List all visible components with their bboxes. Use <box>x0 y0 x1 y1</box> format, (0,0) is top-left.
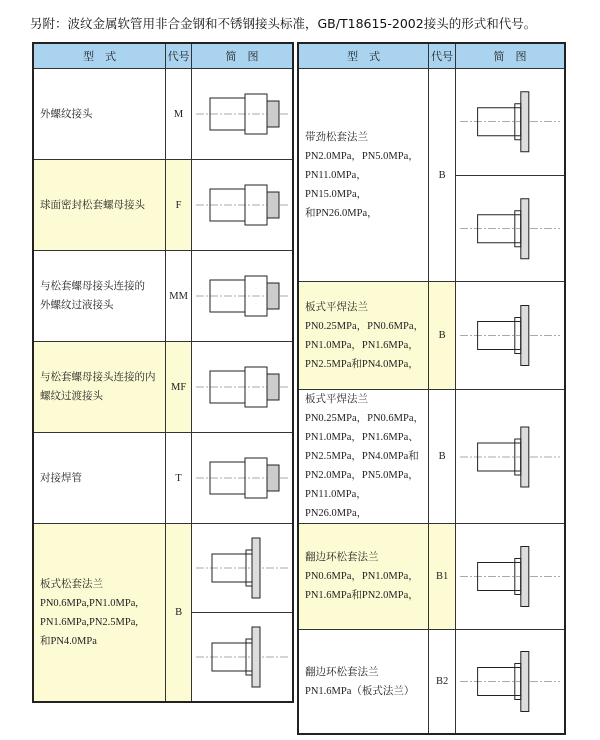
table-row <box>33 69 293 160</box>
type-cell <box>33 160 166 251</box>
diagram-cell <box>456 524 566 630</box>
diagram-cell <box>192 342 294 433</box>
fitting-drawing <box>192 162 292 248</box>
header-type: 型 式 <box>33 43 166 69</box>
type-line: 翻边环松套法兰 <box>305 552 379 563</box>
right-table <box>297 42 566 735</box>
type-line: PN11.0MPa，PN15.0MPa， <box>305 169 368 200</box>
type-line: 和PN26.0MPa， <box>305 207 378 219</box>
code-cell: B <box>429 390 456 524</box>
type-cell <box>298 282 429 390</box>
type-line: 螺纹过渡接头 <box>40 391 103 402</box>
header-code: 代号 <box>166 43 192 69</box>
type-line: 板式平焊法兰 <box>305 394 368 405</box>
header-code: 代号 <box>429 43 456 69</box>
table-row <box>33 524 293 613</box>
header-diagram: 简 图 <box>192 43 294 69</box>
code-cell: B <box>429 282 456 390</box>
type-line: 翻边环松套法兰 <box>305 666 379 678</box>
type-line: PN1.0MPa，PN1.6MPa、 <box>305 432 419 443</box>
fitting-drawing <box>192 526 292 610</box>
type-line: PN1.6MPa和PN2.0MPa， <box>305 590 419 601</box>
table-row <box>33 160 293 251</box>
code-cell: F <box>166 160 192 251</box>
table-row <box>298 524 565 630</box>
type-line: PN0.25MPa，PN0.6MPa， <box>305 320 425 332</box>
fitting-drawing <box>192 253 292 339</box>
fitting-drawing <box>192 344 292 430</box>
code-cell: T <box>166 433 192 524</box>
fitting-drawing <box>456 408 564 506</box>
type-line: 板式松套法兰 <box>40 578 103 590</box>
type-line: 对接焊管 <box>40 472 82 484</box>
type-cell <box>33 251 166 342</box>
table-row <box>298 69 565 176</box>
type-line: PN1.6MPa,PN2.5MPa, <box>40 616 139 628</box>
fitting-drawing <box>192 615 292 699</box>
type-line: PN2.0MPa，PN5.0MPa， <box>305 470 419 481</box>
header-diagram: 简 图 <box>456 43 566 69</box>
diagram-cell <box>192 613 294 703</box>
type-line: PN2.0MPa，PN5.0MPa， <box>305 150 419 162</box>
type-line: 外螺纹过液接头 <box>40 300 114 311</box>
code-cell: MM <box>166 251 192 342</box>
diagram-cell <box>192 524 294 613</box>
code-cell: B1 <box>429 524 456 630</box>
table-row <box>298 630 565 735</box>
type-cell <box>33 433 166 524</box>
type-cell <box>298 390 429 524</box>
table-row <box>33 433 293 524</box>
diagram-cell <box>456 175 566 282</box>
table-row <box>33 251 293 342</box>
code-cell: B2 <box>429 630 456 735</box>
left-table <box>32 42 294 703</box>
diagram-cell <box>192 433 294 524</box>
type-cell <box>298 524 429 630</box>
type-cell <box>298 630 429 735</box>
diagram-cell <box>456 69 566 176</box>
type-cell <box>33 69 166 160</box>
diagram-cell <box>192 160 294 251</box>
type-cell <box>33 342 166 433</box>
code-cell: B <box>429 69 456 282</box>
diagram-cell <box>456 390 566 524</box>
type-line: 与松套螺母接头连接的 <box>40 281 145 292</box>
code-cell: B <box>166 524 192 703</box>
fitting-drawing <box>192 435 292 521</box>
type-line: 球面密封松套螺母接头 <box>40 199 145 211</box>
fitting-drawing <box>456 71 564 173</box>
type-line: PN2.5MPa和PN4.0MPa， <box>305 358 419 370</box>
header-type: 型 式 <box>298 43 429 69</box>
table-row <box>33 342 293 433</box>
table-row <box>298 390 565 524</box>
type-line: 带劲松套法兰 <box>305 131 368 143</box>
fitting-drawing <box>192 71 292 157</box>
type-line: 板式平焊法兰 <box>305 301 368 313</box>
diagram-cell <box>192 69 294 160</box>
type-line: PN2.5MPa，PN4.0MPa和 <box>305 451 419 462</box>
fitting-drawing <box>456 178 564 280</box>
diagram-cell <box>456 630 566 735</box>
page-title: 另附：波纹金属软管用非合金钢和不锈钢接头标准，GB/T18615-2002接头的形式和代号。 <box>30 16 537 31</box>
type-line: 与松套螺母接头连接的内 <box>40 372 156 383</box>
fitting-drawing <box>456 284 564 387</box>
code-cell: M <box>166 69 192 160</box>
code-cell: MF <box>166 342 192 433</box>
type-cell <box>33 524 166 703</box>
diagram-cell <box>192 251 294 342</box>
type-line: PN1.6MPa（板式法兰） <box>305 685 415 697</box>
table-row <box>298 282 565 390</box>
type-line: PN11.0MPa，PN26.0MPa， <box>305 489 368 519</box>
diagram-cell <box>456 282 566 390</box>
fitting-drawing <box>456 632 564 731</box>
type-line: 和PN4.0MPa <box>40 635 97 647</box>
type-line: PN0.6MPa，PN1.0MPa， <box>305 571 419 582</box>
type-line: PN0.25MPa，PN0.6MPa， <box>305 413 425 424</box>
type-line: PN1.0MPa，PN1.6MPa， <box>305 339 419 351</box>
type-line: PN0.6MPa,PN1.0MPa, <box>40 597 139 609</box>
fitting-drawing <box>456 526 564 627</box>
type-line: 外螺纹接头 <box>40 108 93 120</box>
type-cell <box>298 69 429 282</box>
